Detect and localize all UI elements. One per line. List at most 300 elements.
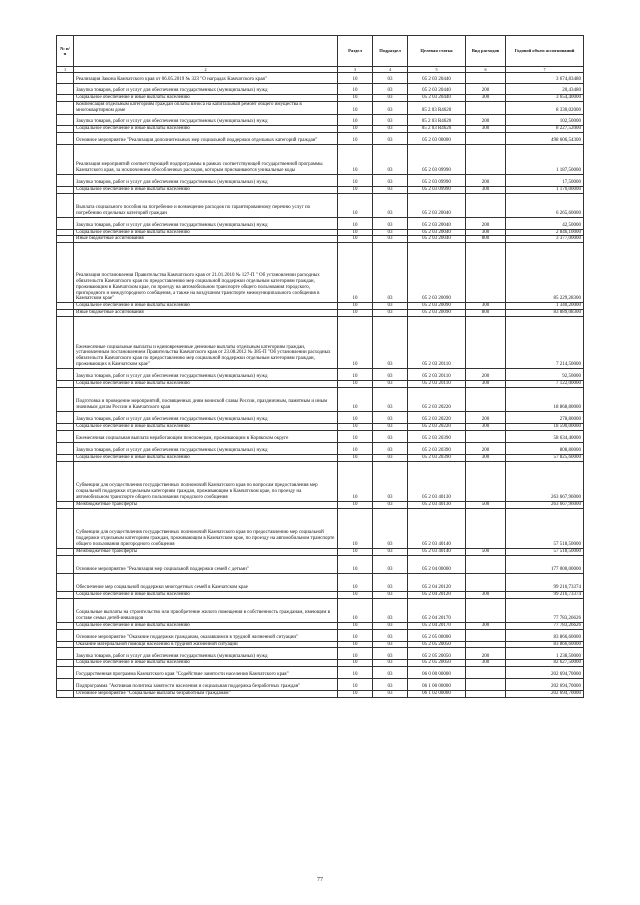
table-row xyxy=(57,501,584,508)
row-target-article-cell: 05 2 04 20120 xyxy=(408,573,466,591)
row-target-article-cell: 05 2 05 20050 xyxy=(408,660,466,667)
row-target-article-cell: 05 2 05 20050 xyxy=(408,641,466,648)
row-podrazdel-cell: 03 xyxy=(373,461,408,501)
row-amount-cell: 102,50000 xyxy=(506,114,584,125)
row-name-cell: Оказание материальной помощи населению в трудной жизненной ситуации xyxy=(74,641,338,648)
row-target-article-cell: 05 2 03 09990 xyxy=(408,186,466,193)
row-expense-type-cell xyxy=(466,73,506,84)
row-podrazdel-cell: 03 xyxy=(373,381,408,388)
row-number-cell xyxy=(57,310,74,317)
row-name-cell: Закупка товаров, работ и услуг для обеспечения государственных (муниципальных) нужд xyxy=(74,648,338,660)
row-podrazdel-cell: 03 xyxy=(373,317,408,369)
row-razdel-cell: 10 xyxy=(338,430,373,442)
table-row xyxy=(57,442,584,454)
row-name-cell: Субвенции для осуществления государственных полномочий Камчатского края по предоставлению мер социальной поддержки отдельным категориям граждан, проживающим в Камчатском крае, по проезду на автомобильном транспорте общего пользования пригородного сообщения xyxy=(74,508,338,548)
row-target-article-cell: 05 2 03 20440 xyxy=(408,84,466,95)
row-name-cell: Социальное обеспечение и иные выплаты населению xyxy=(74,95,338,102)
row-razdel-cell: 10 xyxy=(338,424,373,431)
row-razdel-cell: 10 xyxy=(338,660,373,667)
row-razdel-cell: 10 xyxy=(338,229,373,236)
table-body xyxy=(57,73,584,698)
row-razdel-cell: 10 xyxy=(338,501,373,508)
row-podrazdel-cell: 03 xyxy=(373,73,408,84)
row-razdel-cell: 10 xyxy=(338,84,373,95)
row-target-article-cell: 05 2 03 09990 xyxy=(408,174,466,186)
row-number-cell xyxy=(57,114,74,125)
row-razdel-cell: 10 xyxy=(338,174,373,186)
table-row xyxy=(57,641,584,648)
row-razdel-cell: 10 xyxy=(338,369,373,381)
table-row xyxy=(57,667,584,679)
row-expense-type-cell: 200 xyxy=(466,442,506,454)
row-target-article-cell: 05 2 03 20110 xyxy=(408,381,466,388)
row-podrazdel-cell: 03 xyxy=(373,310,408,317)
row-number-cell xyxy=(57,132,74,144)
header-razdel: Раздел xyxy=(338,36,373,67)
row-target-article-cell: 05 2 03 20090 xyxy=(408,310,466,317)
header-podrazdel: Подраздел xyxy=(373,36,408,67)
row-name-cell: Социальное обеспечение и иные выплаты населению xyxy=(74,660,338,667)
row-target-article-cell: 05 2 03 20110 xyxy=(408,317,466,369)
row-podrazdel-cell: 03 xyxy=(373,236,408,243)
row-razdel-cell: 10 xyxy=(338,186,373,193)
row-target-article-cell: 05 2 03 20220 xyxy=(408,388,466,412)
row-name-cell: Закупка товаров, работ и услуг для обеспечения государственных (муниципальных) нужд xyxy=(74,114,338,125)
row-razdel-cell: 10 xyxy=(338,132,373,144)
table-row xyxy=(57,424,584,431)
row-target-article-cell: 05 2 03 20040 xyxy=(408,217,466,229)
row-expense-type-cell xyxy=(466,461,506,501)
row-amount-cell: 202 694,70000 xyxy=(506,667,584,679)
row-podrazdel-cell: 03 xyxy=(373,548,408,555)
row-amount-cell: 6 265,60000 xyxy=(506,193,584,217)
row-amount-cell: 83 889,08300 xyxy=(506,310,584,317)
row-podrazdel-cell: 03 xyxy=(373,679,408,691)
row-number-cell xyxy=(57,303,74,310)
row-expense-type-cell xyxy=(466,144,506,174)
row-expense-type-cell: 300 xyxy=(466,660,506,667)
colnum-1: 1 xyxy=(57,67,74,73)
row-expense-type-cell xyxy=(466,691,506,698)
row-target-article-cell: 05 2 05 00000 xyxy=(408,629,466,641)
row-podrazdel-cell: 03 xyxy=(373,508,408,548)
table-row xyxy=(57,461,584,501)
row-amount-cell: 1 170,00000 xyxy=(506,186,584,193)
row-target-article-cell: 05 2 03 20390 xyxy=(408,454,466,461)
table-row xyxy=(57,381,584,388)
row-name-cell: Выплата социального пособия на погребение и возмещение расходов по гарантированному перечню услуг по погребению отдельных категорий граждан xyxy=(74,193,338,217)
table-row xyxy=(57,573,584,591)
table-row xyxy=(57,388,584,412)
row-amount-cell: 8 330,02000 xyxy=(506,101,584,114)
row-number-cell xyxy=(57,236,74,243)
row-amount-cell: 85 229,28300 xyxy=(506,243,584,303)
table-row xyxy=(57,229,584,236)
row-podrazdel-cell: 03 xyxy=(373,369,408,381)
table-row xyxy=(57,454,584,461)
row-name-cell: Субвенции для осуществления государственных полномочий Камчатского края по вопросам предоставления мер социальной поддержки отдельным категориям граждан, проживающим в Камчатском крае, по проезду на автомобильном транспорте общего пользования городского сообщения xyxy=(74,461,338,501)
row-expense-type-cell: 300 xyxy=(466,303,506,310)
row-target-article-cell: 05 2 04 20170 xyxy=(408,598,466,622)
row-expense-type-cell: 300 xyxy=(466,186,506,193)
row-number-cell xyxy=(57,660,74,667)
row-expense-type-cell: 300 xyxy=(466,125,506,132)
row-number-cell xyxy=(57,691,74,698)
row-razdel-cell: 10 xyxy=(338,573,373,591)
row-number-cell xyxy=(57,381,74,388)
row-podrazdel-cell: 03 xyxy=(373,388,408,412)
row-razdel-cell: 10 xyxy=(338,125,373,132)
row-amount-cell: 57 518,50000 xyxy=(506,548,584,555)
row-number-cell xyxy=(57,186,74,193)
row-razdel-cell: 10 xyxy=(338,381,373,388)
row-name-cell: Обеспечение мер социальной поддержки многодетных семей в Камчатском крае xyxy=(74,573,338,591)
row-expense-type-cell: 500 xyxy=(466,501,506,508)
row-expense-type-cell: 300 xyxy=(466,381,506,388)
row-number-cell xyxy=(57,424,74,431)
table-row xyxy=(57,629,584,641)
row-number-cell xyxy=(57,573,74,591)
row-amount-cell: 202 694,70000 xyxy=(506,679,584,691)
row-target-article-cell: 05 2 03 20040 xyxy=(408,236,466,243)
row-name-cell: Закупка товаров, работ и услуг для обеспечения государственных (муниципальных) нужд xyxy=(74,84,338,95)
row-amount-cell: 3 377,00000 xyxy=(506,236,584,243)
row-number-cell xyxy=(57,217,74,229)
table-row xyxy=(57,555,584,573)
table-row xyxy=(57,101,584,114)
row-target-article-cell: 05 2 03 R4620 xyxy=(408,125,466,132)
row-razdel-cell: 10 xyxy=(338,691,373,698)
row-amount-cell: 57 518,50000 xyxy=(506,508,584,548)
row-number-cell xyxy=(57,243,74,303)
row-number-cell xyxy=(57,388,74,412)
row-expense-type-cell xyxy=(466,101,506,114)
table-row xyxy=(57,412,584,424)
row-expense-type-cell: 800 xyxy=(466,236,506,243)
table-row xyxy=(57,144,584,174)
row-expense-type-cell: 200 xyxy=(466,217,506,229)
row-expense-type-cell: 300 xyxy=(466,591,506,598)
row-name-cell: Иные бюджетные ассигнования xyxy=(74,310,338,317)
row-number-cell xyxy=(57,454,74,461)
row-target-article-cell: 05 2 03 20110 xyxy=(408,369,466,381)
header-num: № п/п xyxy=(57,36,74,67)
table-row xyxy=(57,132,584,144)
row-podrazdel-cell: 03 xyxy=(373,193,408,217)
row-name-cell: Социальное обеспечение и иные выплаты населению xyxy=(74,381,338,388)
row-podrazdel-cell: 03 xyxy=(373,114,408,125)
row-target-article-cell: 05 2 03 20440 xyxy=(408,95,466,102)
row-amount-cell: 57 825,60000 xyxy=(506,454,584,461)
row-podrazdel-cell: 03 xyxy=(373,243,408,303)
row-podrazdel-cell: 03 xyxy=(373,132,408,144)
row-amount-cell: 83 866,60000 xyxy=(506,629,584,641)
header-expense-type: Вид расходов xyxy=(466,36,506,67)
row-number-cell xyxy=(57,84,74,95)
row-number-cell xyxy=(57,193,74,217)
row-expense-type-cell: 300 xyxy=(466,424,506,431)
table-row xyxy=(57,548,584,555)
row-name-cell: Основное мероприятие "Реализация дополнительных мер социальной поддержки отдельных категорий граждан" xyxy=(74,132,338,144)
row-podrazdel-cell: 03 xyxy=(373,174,408,186)
row-expense-type-cell xyxy=(466,679,506,691)
row-podrazdel-cell: 03 xyxy=(373,622,408,629)
row-name-cell: Социальное обеспечение и иные выплаты населению xyxy=(74,622,338,629)
table-row xyxy=(57,508,584,548)
row-target-article-cell: 05 2 03 R4620 xyxy=(408,114,466,125)
row-number-cell xyxy=(57,555,74,573)
row-amount-cell: 82 627,50000 xyxy=(506,660,584,667)
row-target-article-cell: 05 2 03 20040 xyxy=(408,193,466,217)
row-name-cell: Реализация Закона Камчатского края от 06.05.2019 № 323 "О наградах Камчатского края" xyxy=(74,73,338,84)
row-number-cell xyxy=(57,125,74,132)
row-number-cell xyxy=(57,679,74,691)
row-expense-type-cell xyxy=(466,555,506,573)
row-amount-cell: 1 238,50000 xyxy=(506,648,584,660)
row-name-cell: Социальное обеспечение и иные выплаты населению xyxy=(74,591,338,598)
row-number-cell xyxy=(57,667,74,679)
row-razdel-cell: 10 xyxy=(338,236,373,243)
row-razdel-cell: 10 xyxy=(338,591,373,598)
row-expense-type-cell xyxy=(466,132,506,144)
row-amount-cell: 7 214,50000 xyxy=(506,317,584,369)
table-row xyxy=(57,243,584,303)
row-amount-cell: 18 868,80000 xyxy=(506,388,584,412)
row-name-cell: Реализация мероприятий соответствующей подпрограммы в рамках соответствующей государственной программы Камчатского края, за исключением обособленных расходов, которым присваиваются уникальные коды xyxy=(74,144,338,174)
table-header-row xyxy=(57,36,584,67)
row-number-cell xyxy=(57,95,74,102)
row-razdel-cell: 10 xyxy=(338,144,373,174)
row-podrazdel-cell: 03 xyxy=(373,555,408,573)
row-razdel-cell: 10 xyxy=(338,101,373,114)
row-target-article-cell: 05 2 04 20170 xyxy=(408,622,466,629)
row-razdel-cell: 10 xyxy=(338,641,373,648)
table-row xyxy=(57,73,584,84)
row-name-cell: Закупка товаров, работ и услуг для обеспечения государственных (муниципальных) нужд xyxy=(74,412,338,424)
row-podrazdel-cell: 03 xyxy=(373,660,408,667)
header-annual-amount: Годовой объем ассигнований xyxy=(506,36,584,67)
table-row xyxy=(57,598,584,622)
row-amount-cell: 278,80000 xyxy=(506,412,584,424)
row-expense-type-cell xyxy=(466,598,506,622)
row-razdel-cell: 10 xyxy=(338,461,373,501)
row-expense-type-cell: 200 xyxy=(466,648,506,660)
row-number-cell xyxy=(57,412,74,424)
row-number-cell xyxy=(57,648,74,660)
row-razdel-cell: 10 xyxy=(338,454,373,461)
colnum-6: 6 xyxy=(466,67,506,73)
table-row xyxy=(57,95,584,102)
row-name-cell: Закупка товаров, работ и услуг для обеспечения государственных (муниципальных) нужд xyxy=(74,217,338,229)
row-number-cell xyxy=(57,622,74,629)
row-target-article-cell: 05 2 03 20090 xyxy=(408,243,466,303)
row-razdel-cell: 10 xyxy=(338,629,373,641)
row-name-cell: Закупка товаров, работ и услуг для обеспечения государственных (муниципальных) нужд xyxy=(74,442,338,454)
row-target-article-cell: 05 2 03 20220 xyxy=(408,412,466,424)
row-amount-cell: 263 667,96000 xyxy=(506,501,584,508)
row-podrazdel-cell: 03 xyxy=(373,667,408,679)
row-amount-cell: 1 340,20000 xyxy=(506,303,584,310)
table-row xyxy=(57,317,584,369)
row-podrazdel-cell: 03 xyxy=(373,84,408,95)
row-podrazdel-cell: 03 xyxy=(373,424,408,431)
row-razdel-cell: 10 xyxy=(338,193,373,217)
row-amount-cell: 498 606,54300 xyxy=(506,132,584,144)
row-podrazdel-cell: 03 xyxy=(373,430,408,442)
row-amount-cell: 77 783,26626 xyxy=(506,622,584,629)
row-razdel-cell: 10 xyxy=(338,679,373,691)
table-row xyxy=(57,84,584,95)
row-podrazdel-cell: 03 xyxy=(373,648,408,660)
row-target-article-cell: 05 2 04 00000 xyxy=(408,555,466,573)
row-target-article-cell: 05 2 03 20390 xyxy=(408,430,466,442)
row-name-cell: Социальное обеспечение и иные выплаты населению xyxy=(74,303,338,310)
row-podrazdel-cell: 03 xyxy=(373,629,408,641)
row-razdel-cell: 10 xyxy=(338,243,373,303)
row-target-article-cell: 05 2 04 20120 xyxy=(408,591,466,598)
budget-table-sheet xyxy=(56,35,583,698)
row-number-cell xyxy=(57,101,74,114)
table-row xyxy=(57,174,584,186)
row-amount-cell: 8 227,52000 xyxy=(506,125,584,132)
table-row xyxy=(57,369,584,381)
row-amount-cell: 1 187,50000 xyxy=(506,144,584,174)
table-row xyxy=(57,236,584,243)
row-target-article-cell: 05 2 05 20050 xyxy=(408,648,466,660)
row-target-article-cell: 06 0 00 00000 xyxy=(408,667,466,679)
row-podrazdel-cell: 03 xyxy=(373,217,408,229)
row-amount-cell: 202 694,70000 xyxy=(506,691,584,698)
row-number-cell xyxy=(57,508,74,548)
row-razdel-cell: 10 xyxy=(338,95,373,102)
row-expense-type-cell: 300 xyxy=(466,229,506,236)
row-target-article-cell: 05 2 03 R4620 xyxy=(408,101,466,114)
row-razdel-cell: 10 xyxy=(338,648,373,660)
row-expense-type-cell: 300 xyxy=(466,95,506,102)
row-podrazdel-cell: 03 xyxy=(373,454,408,461)
row-number-cell xyxy=(57,442,74,454)
row-razdel-cell: 10 xyxy=(338,114,373,125)
row-expense-type-cell xyxy=(466,193,506,217)
table-row xyxy=(57,193,584,217)
row-number-cell xyxy=(57,73,74,84)
row-number-cell xyxy=(57,591,74,598)
row-amount-cell: 99 216,73374 xyxy=(506,591,584,598)
table-row xyxy=(57,186,584,193)
row-podrazdel-cell: 03 xyxy=(373,641,408,648)
budget-table xyxy=(56,35,584,698)
row-podrazdel-cell: 03 xyxy=(373,125,408,132)
row-amount-cell: 42,50000 xyxy=(506,217,584,229)
row-expense-type-cell xyxy=(466,641,506,648)
row-name-cell: Основное мероприятие "Оказание поддержки гражданам, оказавшимся в трудной жизненной ситуации" xyxy=(74,629,338,641)
row-expense-type-cell: 500 xyxy=(466,548,506,555)
row-razdel-cell: 10 xyxy=(338,388,373,412)
row-razdel-cell: 10 xyxy=(338,667,373,679)
row-number-cell xyxy=(57,174,74,186)
table-row xyxy=(57,114,584,125)
row-expense-type-cell xyxy=(466,317,506,369)
row-name-cell: Реализация постановления Правительства Камчатского края от 21.01.2010 № 127-П " Об установлении расходных обязательств Камчатского края по предоставлению мер социальной поддержки отдельным категориям граждан, проживающим в Камчатском крае, по проезду на автомобильном транспорте общего пользования городского, пригородного и междугородного сообщения, а также на воздушном транспорте межмуниципального сообщения в Камчатском крае" xyxy=(74,243,338,303)
header-name: Наименование xyxy=(74,36,338,67)
table-row xyxy=(57,691,584,698)
row-podrazdel-cell: 03 xyxy=(373,442,408,454)
row-name-cell: Основное мероприятие "Социальные выплаты безработным гражданам" xyxy=(74,691,338,698)
row-razdel-cell: 10 xyxy=(338,442,373,454)
row-razdel-cell: 10 xyxy=(338,317,373,369)
row-expense-type-cell xyxy=(466,629,506,641)
table-row xyxy=(57,310,584,317)
row-razdel-cell: 10 xyxy=(338,412,373,424)
row-name-cell: Ежемесячные социальные выплаты и единовременные денежные выплаты отдельным категориям граждан, установленным постановлением Правительства Камчатского края от 23.08.2012 № 385-П "Об установлении расходных обязательств Камчатского края по предоставлению мер социальной поддержки отдельным категориям граждан, проживающих в Камчатском крае" xyxy=(74,317,338,369)
row-target-article-cell: 05 2 03 40140 xyxy=(408,508,466,548)
row-razdel-cell: 10 xyxy=(338,73,373,84)
row-amount-cell: 99 216,73374 xyxy=(506,573,584,591)
row-target-article-cell: 05 2 03 40140 xyxy=(408,548,466,555)
row-amount-cell: 808,80000 xyxy=(506,442,584,454)
row-target-article-cell: 05 2 03 20040 xyxy=(408,229,466,236)
row-name-cell: Социальное обеспечение и иные выплаты населению xyxy=(74,125,338,132)
row-number-cell xyxy=(57,229,74,236)
row-target-article-cell: 05 2 03 40130 xyxy=(408,501,466,508)
row-expense-type-cell xyxy=(466,573,506,591)
row-expense-type-cell: 200 xyxy=(466,369,506,381)
row-amount-cell: 2 846,10000 xyxy=(506,229,584,236)
row-number-cell xyxy=(57,598,74,622)
table-row xyxy=(57,217,584,229)
row-expense-type-cell: 300 xyxy=(466,454,506,461)
row-razdel-cell: 10 xyxy=(338,310,373,317)
row-target-article-cell: 05 2 03 20440 xyxy=(408,73,466,84)
colnum-5: 5 xyxy=(408,67,466,73)
row-podrazdel-cell: 03 xyxy=(373,229,408,236)
row-amount-cell: 77 783,26626 xyxy=(506,598,584,622)
row-name-cell: Закупка товаров, работ и услуг для обеспечения государственных (муниципальных) нужд xyxy=(74,174,338,186)
table-row xyxy=(57,622,584,629)
row-number-cell xyxy=(57,629,74,641)
row-podrazdel-cell: 03 xyxy=(373,186,408,193)
row-podrazdel-cell: 03 xyxy=(373,412,408,424)
row-name-cell: Закупка товаров, работ и услуг для обеспечения государственных (муниципальных) нужд xyxy=(74,369,338,381)
row-name-cell: Основное мероприятие "Реализация мер социальной поддержки семей с детьми" xyxy=(74,555,338,573)
row-podrazdel-cell: 03 xyxy=(373,598,408,622)
row-razdel-cell: 10 xyxy=(338,508,373,548)
row-podrazdel-cell: 03 xyxy=(373,144,408,174)
row-number-cell xyxy=(57,641,74,648)
row-amount-cell: 17,50000 xyxy=(506,174,584,186)
row-expense-type-cell: 800 xyxy=(466,310,506,317)
row-expense-type-cell xyxy=(466,667,506,679)
colnum-3: 3 xyxy=(338,67,373,73)
row-expense-type-cell xyxy=(466,243,506,303)
table-row xyxy=(57,679,584,691)
row-number-cell xyxy=(57,501,74,508)
row-name-cell: Социальное обеспечение и иные выплаты населению xyxy=(74,229,338,236)
row-amount-cell: 20,43480 xyxy=(506,84,584,95)
row-name-cell: Межбюджетные трансферты xyxy=(74,548,338,555)
row-expense-type-cell: 200 xyxy=(466,174,506,186)
row-amount-cell: 3 674,83480 xyxy=(506,73,584,84)
row-expense-type-cell: 200 xyxy=(466,114,506,125)
row-podrazdel-cell: 03 xyxy=(373,573,408,591)
row-razdel-cell: 10 xyxy=(338,622,373,629)
table-row xyxy=(57,125,584,132)
row-amount-cell: 263 667,96000 xyxy=(506,461,584,501)
row-target-article-cell: 05 2 03 09990 xyxy=(408,144,466,174)
row-amount-cell: 18 590,00000 xyxy=(506,424,584,431)
row-number-cell xyxy=(57,369,74,381)
row-target-article-cell: 05 2 03 20390 xyxy=(408,442,466,454)
